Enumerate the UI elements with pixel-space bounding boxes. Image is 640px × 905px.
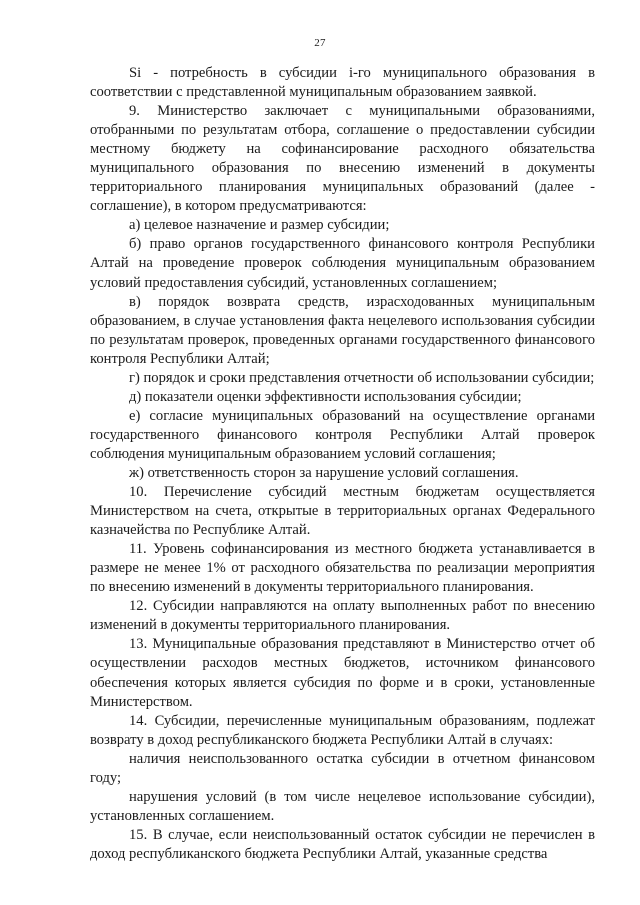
paragraph-14: 14. Субсидии, перечисленные муниципальным образованиям, подлежат возврату в доход республиканского бюджета Республики Алтай в случаях: <box>90 712 595 748</box>
paragraph-9v: в) порядок возврата средств, израсходованных муниципальным образованием, в случае установления факта нецелевого использования субсидии по результатам проверок, проведенных органами государственного финансового контроля Республики Алтай; <box>90 293 595 367</box>
page-number: 27 <box>314 37 326 49</box>
paragraph-9a: а) целевое назначение и размер субсидии; <box>129 217 390 234</box>
paragraph-11: 11. Уровень софинансирования из местного бюджета устанавливается в размере не менее 1% от расходного обязательства по реализации мероприятия по внесению изменений в документы территориального планирования. <box>90 541 595 596</box>
paragraph-14-case-1: наличия неиспользованного остатка субсидии в отчетном финансовом году; <box>90 750 595 786</box>
paragraph-13: 13. Муниципальные образования представляют в Министерство отчет об осуществлении расходов местных бюджетов, источником финансового обеспечения которых является субсидия по форме и в сроки, установленные Министерством. <box>90 636 595 710</box>
paragraph-14-case-2: нарушения условий (в том числе нецелевое использование субсидии), установленных соглашением. <box>90 788 595 824</box>
paragraph-9-agreement: 9. Министерство заключает с муниципальными образованиями, отобранными по результатам отбора, соглашение о предоставлении субсидии местному бюджету на софинансирование расходного обязательства муниципального образования по внесению изменений в документы территориального планирования муниципальных образований (далее - соглашение), в котором предусматриваются: <box>90 103 595 215</box>
paragraph-12: 12. Субсидии направляются на оплату выполненных работ по внесению изменений в документы территориального планирования. <box>90 598 595 634</box>
paragraph-10: 10. Перечисление субсидий местным бюджетам осуществляется Министерством на счета, открытые в территориальных органах Федерального казначейства по Республике Алтай. <box>90 484 595 539</box>
paragraph-si-definition: Si - потребность в субсидии i-го муниципального образования в соответствии с представленной муниципальным образованием заявкой. <box>90 65 595 101</box>
paragraph-9e: е) согласие муниципальных образований на осуществление органами государственного финансового контроля Республики Алтай проверок соблюдения муниципальным образованием условий соглашения; <box>90 407 595 462</box>
paragraph-9b: б) право органов государственного финансового контроля Республики Алтай на проведение проверок соблюдения муниципальным образованием условий предоставления субсидий, установленных соглашением; <box>90 236 595 291</box>
paragraph-9d: д) показатели оценки эффективности использования субсидии; <box>129 388 522 405</box>
paragraph-9g: г) порядок и сроки представления отчетности об использовании субсидии; <box>129 369 595 386</box>
document-body <box>90 64 595 864</box>
paragraph-9zh: ж) ответственность сторон за нарушение условий соглашения. <box>129 464 519 481</box>
paragraph-15: 15. В случае, если неиспользованный остаток субсидии не перечислен в доход республиканского бюджета Республики Алтай, указанные средства <box>90 826 595 862</box>
